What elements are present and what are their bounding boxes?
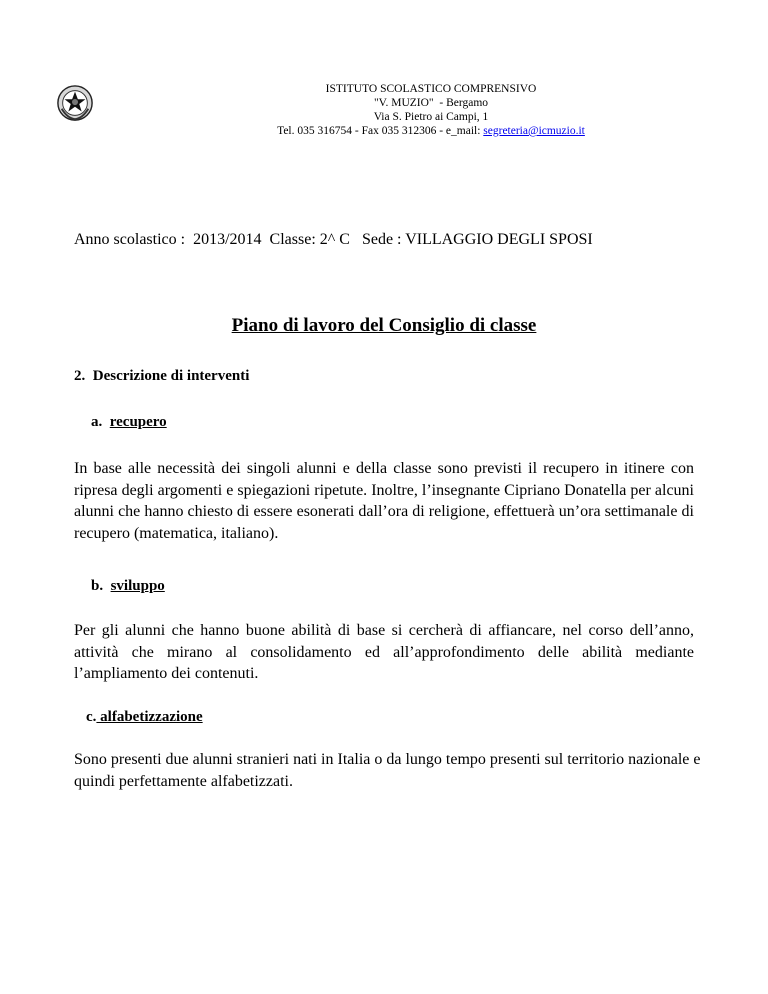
email-link[interactable]: segreteria@icmuzio.it: [483, 125, 585, 137]
paragraph-recupero: In base alle necessità dei singoli alunni e della classe sono previsti il recupero in itinere con ripresa degli argomenti e spiegazioni ripetute. Inoltre, l’insegnante Cipriano Donatella per alcuni alunni che hanno chiesto di essere esonerati dall’ora di religione, effettuerà un’ora settimanale di recupero (matematica, italiano).: [74, 460, 694, 542]
subheading-recupero: [91, 414, 167, 431]
page-title: Piano di lavoro del Consiglio di classe: [231, 315, 537, 336]
subheading-letter: c.: [86, 709, 97, 725]
subheading-label: recupero: [109, 414, 167, 430]
class-info: Anno scolastico : 2013/2014 Classe: 2^ C Sede : VILLAGGIO DEGLI SPOSI: [74, 231, 593, 248]
school-type: ISTITUTO SCOLASTICO COMPRENSIVO: [325, 83, 537, 95]
school-contacts: [0, 124, 768, 138]
paragraph-alfabetizzazione: Sono presenti due alunni stranieri nati in Italia o da lungo tempo presenti sul territorio nazionale e quindi perfettamente alfabetizzati.: [74, 751, 701, 790]
subheading-letter: b.: [91, 578, 104, 594]
school-header: [0, 82, 768, 138]
section-number: 2.: [74, 368, 86, 384]
subheading-label: sviluppo: [110, 578, 165, 594]
contacts-text: Tel. 035 316754 - Fax 035 312306 - e_mail:: [277, 125, 484, 137]
subheading-sviluppo: [91, 578, 165, 595]
school-name: "V. MUZIO" - Bergamo: [373, 97, 489, 109]
school-address: Via S. Pietro ai Campi, 1: [373, 111, 489, 123]
paragraph-sviluppo: Per gli alunni che hanno buone abilità di base si cercherà di affiancare, nel corso dell’anno, attività che mirano al consolidamento ed all’approfondimento delle abilità mediante l’ampliamento dei contenuti.: [74, 622, 694, 682]
section-title: Descrizione di interventi: [92, 368, 250, 384]
subheading-alfabetizzazione: [86, 709, 203, 726]
section-heading: [74, 368, 249, 385]
subheading-label: alfabetizzazione: [96, 709, 203, 725]
subheading-letter: a.: [91, 414, 103, 430]
